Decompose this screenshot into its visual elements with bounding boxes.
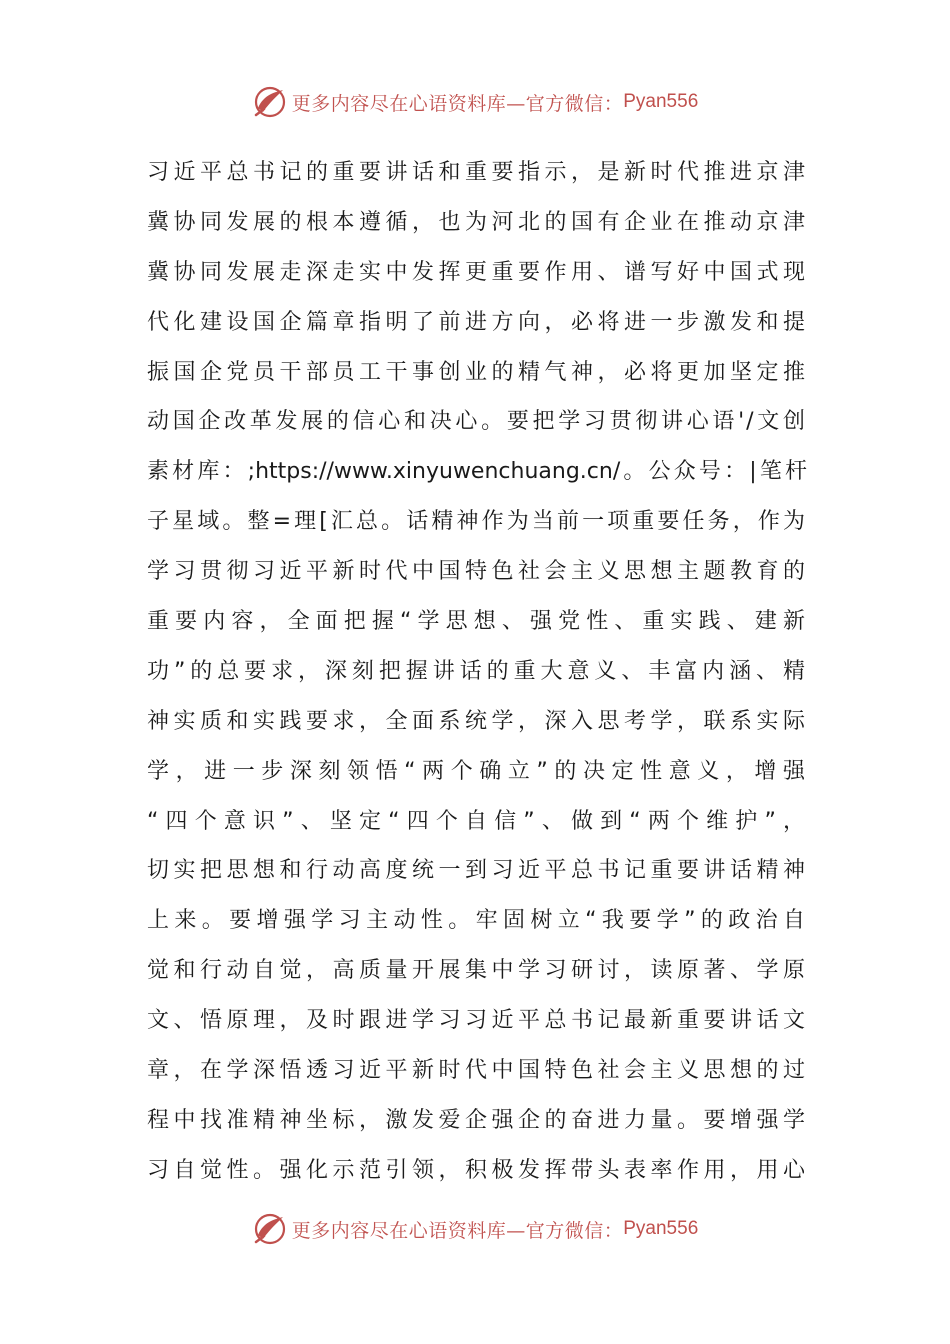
footer-wechat-account: Pyan556 (623, 1218, 699, 1239)
text-line: 神实质和实践要求，全面系统学，深入思考学，联系实际 (147, 708, 807, 734)
pen-logo-icon (252, 84, 288, 120)
text-line: 习近平总书记的重要讲话和重要指示，是新时代推进京津 (147, 160, 807, 185)
text-line: 习自觉性。强化示范引领，积极发挥带头表率作用，用心 (147, 1157, 807, 1183)
header-banner (0, 82, 950, 122)
text-line: 学，进一步深刻领悟“两个确立”的决定性意义，增强 (147, 758, 807, 784)
text-line: 功”的总要求，深刻把握讲话的重大意义、丰富内涵、精 (147, 658, 807, 684)
text-line: 章，在学深悟透习近平新时代中国特色社会主义思想的过 (147, 1058, 807, 1084)
text-line: 动国企改革发展的信心和决心。要把学习贯彻讲心语'/文创 (147, 409, 807, 435)
text-line: 重要内容，全面把握“学思想、强党性、重实践、建新 (147, 609, 807, 635)
header-wechat-account: Pyan556 (623, 91, 699, 112)
text-line: 觉和行动自觉，高质量开展集中学习研讨，读原著、学原 (147, 958, 807, 984)
text-line: 代化建设国企篇章指明了前进方向，必将进一步激发和提 (147, 309, 807, 335)
text-line: 学习贯彻习近平新时代中国特色社会主义思想主题教育的 (147, 559, 807, 585)
footer-banner-text: 更多内容尽在心语资料库—官方微信： (291, 1219, 624, 1242)
text-line: 切实把思想和行动高度统一到习近平总书记重要讲话精神 (147, 858, 807, 884)
text-line: “四个意识”、坚定“四个自信”、做到“两个维护”， (147, 808, 807, 834)
footer-banner (0, 1209, 950, 1249)
text-line: 振国企党员干部员工干事创业的精气神，必将更加坚定推 (147, 359, 807, 385)
pen-logo-icon (252, 1211, 288, 1247)
text-line: 上来。要增强学习主动性。牢固树立“我要学”的政治自 (147, 908, 807, 934)
text-line: 程中找准精神坐标，激发爱企强企的奋进力量。要增强学 (147, 1107, 807, 1133)
header-banner-text: 更多内容尽在心语资料库—官方微信： (291, 92, 624, 115)
document-body (147, 148, 807, 1196)
text-line: 文、悟原理，及时跟进学习习近平总书记最新重要讲话文 (147, 1008, 807, 1034)
text-line: 子星域。整=理[汇总。话精神作为当前一项重要任务，作为 (147, 509, 807, 535)
text-line: 冀协同发展的根本遵循，也为河北的国有企业在推动京津 (147, 209, 807, 235)
text-line: 冀协同发展走深走实中发挥更重要作用、谱写好中国式现 (147, 259, 807, 285)
text-line-url: 素材库：;https://www.xinyuwenchuang.cn/。公众号：|笔杆 (147, 459, 807, 485)
